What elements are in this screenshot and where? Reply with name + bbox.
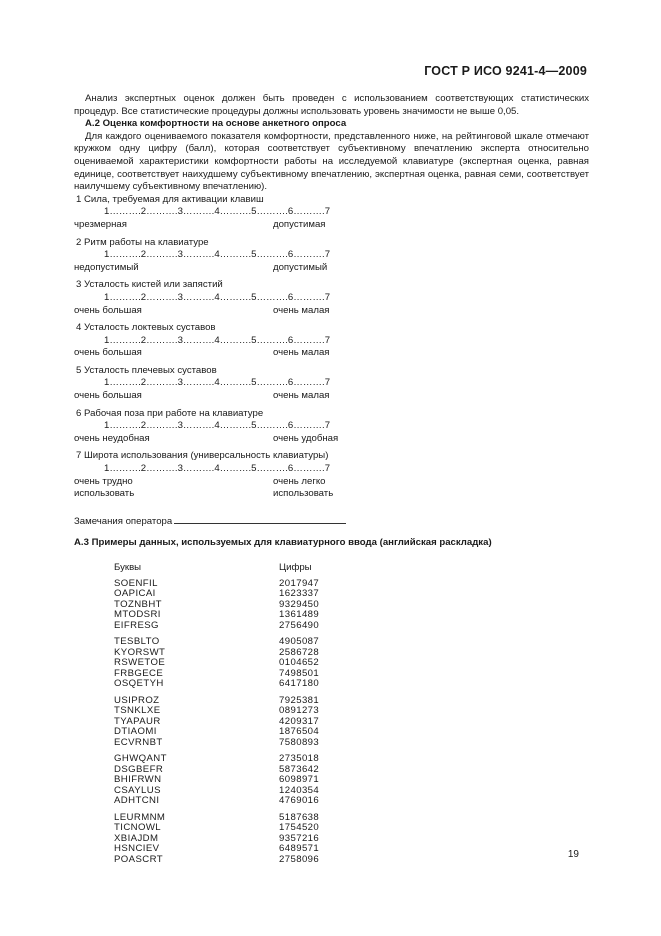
scale-ends bbox=[74, 219, 589, 232]
letters-cell: TSNKLXE bbox=[114, 705, 161, 717]
section-a2-paragraph: Для каждого оцениваемого показателя комфортности, представленного ниже, на рейтинговой шкале отмечают кружком одну цифру (балл), которая соответствует субъективному впечатлению эксперта относительно оцениваемой характеристики комфортности работы на исследуемой клавиатуре (экспертная оценка, равная единице, соответствует наихудшему субъективному впечатлению, экспертная оценка, равная семи, соответствует наилучшему субъективному впечатлению). bbox=[74, 130, 589, 193]
table-row bbox=[114, 855, 589, 866]
digits-cell: 4769016 bbox=[279, 795, 320, 807]
letters-cell: OSQETYH bbox=[114, 678, 164, 690]
section-a3-title: А.3 Примеры данных, используемых для клавиатурного ввода (английская раскладка) bbox=[74, 537, 492, 549]
rating-items bbox=[74, 194, 589, 501]
scale-ends-continued bbox=[74, 488, 589, 501]
table-row bbox=[114, 717, 589, 728]
scale-left-label: чрезмерная bbox=[74, 218, 127, 230]
letters-cell: BHIFRWN bbox=[114, 774, 162, 786]
table-group bbox=[114, 696, 589, 749]
rating-item-title: 2 Ритм работы на клавиатуре bbox=[76, 236, 209, 248]
table-group bbox=[114, 813, 589, 866]
letters-cell: EIFRESG bbox=[114, 619, 159, 631]
table-row bbox=[114, 754, 589, 765]
operator-remarks-label: Замечания оператора bbox=[74, 515, 173, 527]
rating-item bbox=[74, 365, 589, 403]
digits-cell: 2735018 bbox=[279, 753, 320, 765]
scale-ends bbox=[74, 305, 589, 318]
rating-scale: 1……….2……….3……….4……….5……….6……….7 bbox=[104, 291, 331, 303]
digits-cell: 7580893 bbox=[279, 736, 320, 748]
scale-right-label: очень малая bbox=[273, 390, 330, 402]
letters-cell: ADHTCNI bbox=[114, 795, 160, 807]
table-row bbox=[114, 589, 589, 600]
letters-cell: TESBLTO bbox=[114, 636, 160, 648]
digits-cell: 0891273 bbox=[279, 705, 320, 717]
table-group bbox=[114, 637, 589, 690]
letters-cell: DSGBEFR bbox=[114, 763, 164, 775]
scale-right-label: очень легко bbox=[273, 475, 326, 487]
table-group bbox=[114, 754, 589, 807]
scale-left-label: очень трудно bbox=[74, 475, 133, 487]
letters-cell: XBIAJDM bbox=[114, 832, 159, 844]
table-row bbox=[114, 775, 589, 786]
table-row bbox=[114, 679, 589, 690]
table-row bbox=[114, 844, 589, 855]
rating-item bbox=[74, 237, 589, 275]
digits-cell: 1754520 bbox=[279, 822, 320, 834]
table-row bbox=[114, 600, 589, 611]
scale-ends bbox=[74, 390, 589, 403]
letters-cell: FRBGECE bbox=[114, 667, 164, 679]
digits-cell: 2758096 bbox=[279, 853, 320, 865]
letters-cell: POASCRT bbox=[114, 853, 164, 865]
scale-ends bbox=[74, 262, 589, 275]
letters-cell: LEURMNM bbox=[114, 811, 166, 823]
column-digits-header: Цифры bbox=[279, 562, 312, 573]
rating-scale: 1……….2……….3……….4……….5……….6……….7 bbox=[104, 249, 331, 261]
table-row bbox=[114, 706, 589, 717]
rating-item bbox=[74, 450, 589, 500]
document-code: ГОСТ Р ИСО 9241-4—2009 bbox=[424, 64, 587, 78]
digits-cell: 0104652 bbox=[279, 657, 320, 669]
digits-cell: 1876504 bbox=[279, 726, 320, 738]
digits-cell: 9357216 bbox=[279, 832, 320, 844]
table-body bbox=[114, 579, 589, 866]
digits-cell: 4905087 bbox=[279, 636, 320, 648]
intro-paragraph: Анализ экспертных оценок должен быть проведен с использованием соответствующих статистических процедур. Все статистические процедуры должны использовать уровень значимости не выше 0,05. bbox=[74, 93, 589, 117]
rating-item-title: 5 Усталость плечевых суставов bbox=[76, 364, 217, 376]
digits-cell: 2756490 bbox=[279, 619, 320, 631]
table-row bbox=[114, 579, 589, 590]
page-number: 19 bbox=[567, 849, 579, 860]
rating-item-title: 6 Рабочая поза при работе на клавиатуре bbox=[76, 407, 264, 419]
rating-item bbox=[74, 322, 589, 360]
letters-cell: MTODSRI bbox=[114, 609, 161, 621]
letters-cell: KYORSWT bbox=[114, 646, 166, 658]
scale-right-label: очень удобная bbox=[273, 432, 339, 444]
table-row bbox=[114, 765, 589, 776]
scale-right-label: допустимый bbox=[273, 261, 328, 273]
digits-cell: 6489571 bbox=[279, 843, 320, 855]
table-row bbox=[114, 637, 589, 648]
scale-ends bbox=[74, 347, 589, 360]
rating-item bbox=[74, 194, 589, 232]
section-a2-title: А.2 Оценка комфортности на основе анкетного опроса bbox=[85, 118, 347, 130]
table-row bbox=[114, 786, 589, 797]
letters-cell: TOZNBHT bbox=[114, 598, 162, 610]
rating-scale: 1……….2……….3……….4……….5……….6……….7 bbox=[104, 463, 331, 475]
letters-cell: OAPICAI bbox=[114, 588, 156, 600]
letters-cell: GHWQANT bbox=[114, 753, 167, 765]
table-row bbox=[114, 796, 589, 807]
table-row bbox=[114, 727, 589, 738]
table-row bbox=[114, 610, 589, 621]
rating-item-title: 3 Усталость кистей или запястий bbox=[76, 279, 223, 291]
digits-cell: 1623337 bbox=[279, 588, 320, 600]
scale-ends bbox=[74, 433, 589, 446]
table-header bbox=[114, 562, 589, 575]
digits-cell: 7925381 bbox=[279, 694, 320, 706]
scale-left-label: очень большая bbox=[74, 390, 142, 402]
digits-cell: 6098971 bbox=[279, 774, 320, 786]
operator-remarks bbox=[74, 514, 589, 529]
table-row bbox=[114, 738, 589, 749]
letters-cell: ECVRNBT bbox=[114, 736, 163, 748]
scale-left-label: очень большая bbox=[74, 304, 142, 316]
table-row bbox=[114, 834, 589, 845]
letters-cell: TYAPAUR bbox=[114, 715, 161, 727]
letters-cell: RSWETOE bbox=[114, 657, 166, 669]
scale-left-label: недопустимый bbox=[74, 261, 139, 273]
digits-cell: 2017947 bbox=[279, 577, 320, 589]
table-row bbox=[114, 813, 589, 824]
rating-scale: 1……….2……….3……….4……….5……….6……….7 bbox=[104, 420, 331, 432]
scale-right-label-2: использовать bbox=[273, 488, 334, 500]
scale-left-label: очень неудобная bbox=[74, 432, 150, 444]
table-row bbox=[114, 621, 589, 632]
scale-right-label: очень малая bbox=[273, 347, 330, 359]
digits-cell: 1240354 bbox=[279, 784, 320, 796]
rating-item bbox=[74, 408, 589, 446]
page-content bbox=[74, 93, 589, 871]
rating-scale: 1……….2……….3……….4……….5……….6……….7 bbox=[104, 334, 331, 346]
digits-cell: 7498501 bbox=[279, 667, 320, 679]
scale-ends bbox=[74, 476, 589, 489]
data-table bbox=[114, 562, 589, 865]
digits-cell: 2586728 bbox=[279, 646, 320, 658]
digits-cell: 9329450 bbox=[279, 598, 320, 610]
remarks-line bbox=[174, 514, 346, 524]
column-letters-header: Буквы bbox=[114, 562, 142, 573]
rating-item-title: 4 Усталость локтевых суставов bbox=[76, 322, 216, 334]
digits-cell: 4209317 bbox=[279, 715, 320, 727]
scale-right-label: допустимая bbox=[273, 218, 326, 230]
rating-item-title: 1 Сила, требуемая для активации клавиш bbox=[76, 193, 264, 205]
table-row bbox=[114, 669, 589, 680]
rating-item-title: 7 Широта использования (универсальность клавиатуры) bbox=[76, 450, 329, 462]
digits-cell: 6417180 bbox=[279, 678, 320, 690]
rating-scale: 1……….2……….3……….4……….5……….6……….7 bbox=[104, 377, 331, 389]
digits-cell: 1361489 bbox=[279, 609, 320, 621]
letters-cell: HSNCIEV bbox=[114, 843, 160, 855]
letters-cell: TICNOWL bbox=[114, 822, 162, 834]
letters-cell: CSAYLUS bbox=[114, 784, 161, 796]
letters-cell: DTIAOMI bbox=[114, 726, 157, 738]
letters-cell: SOENFIL bbox=[114, 577, 158, 589]
table-row bbox=[114, 696, 589, 707]
letters-cell: USIPROZ bbox=[114, 694, 160, 706]
rating-scale: 1……….2……….3……….4……….5……….6……….7 bbox=[104, 206, 331, 218]
scale-left-label: очень большая bbox=[74, 347, 142, 359]
scale-left-label-2: использовать bbox=[74, 488, 135, 500]
rating-item bbox=[74, 279, 589, 317]
table-row bbox=[114, 648, 589, 659]
table-row bbox=[114, 658, 589, 669]
table-group bbox=[114, 579, 589, 632]
digits-cell: 5873642 bbox=[279, 763, 320, 775]
table-row bbox=[114, 823, 589, 834]
scale-right-label: очень малая bbox=[273, 304, 330, 316]
digits-cell: 5187638 bbox=[279, 811, 320, 823]
